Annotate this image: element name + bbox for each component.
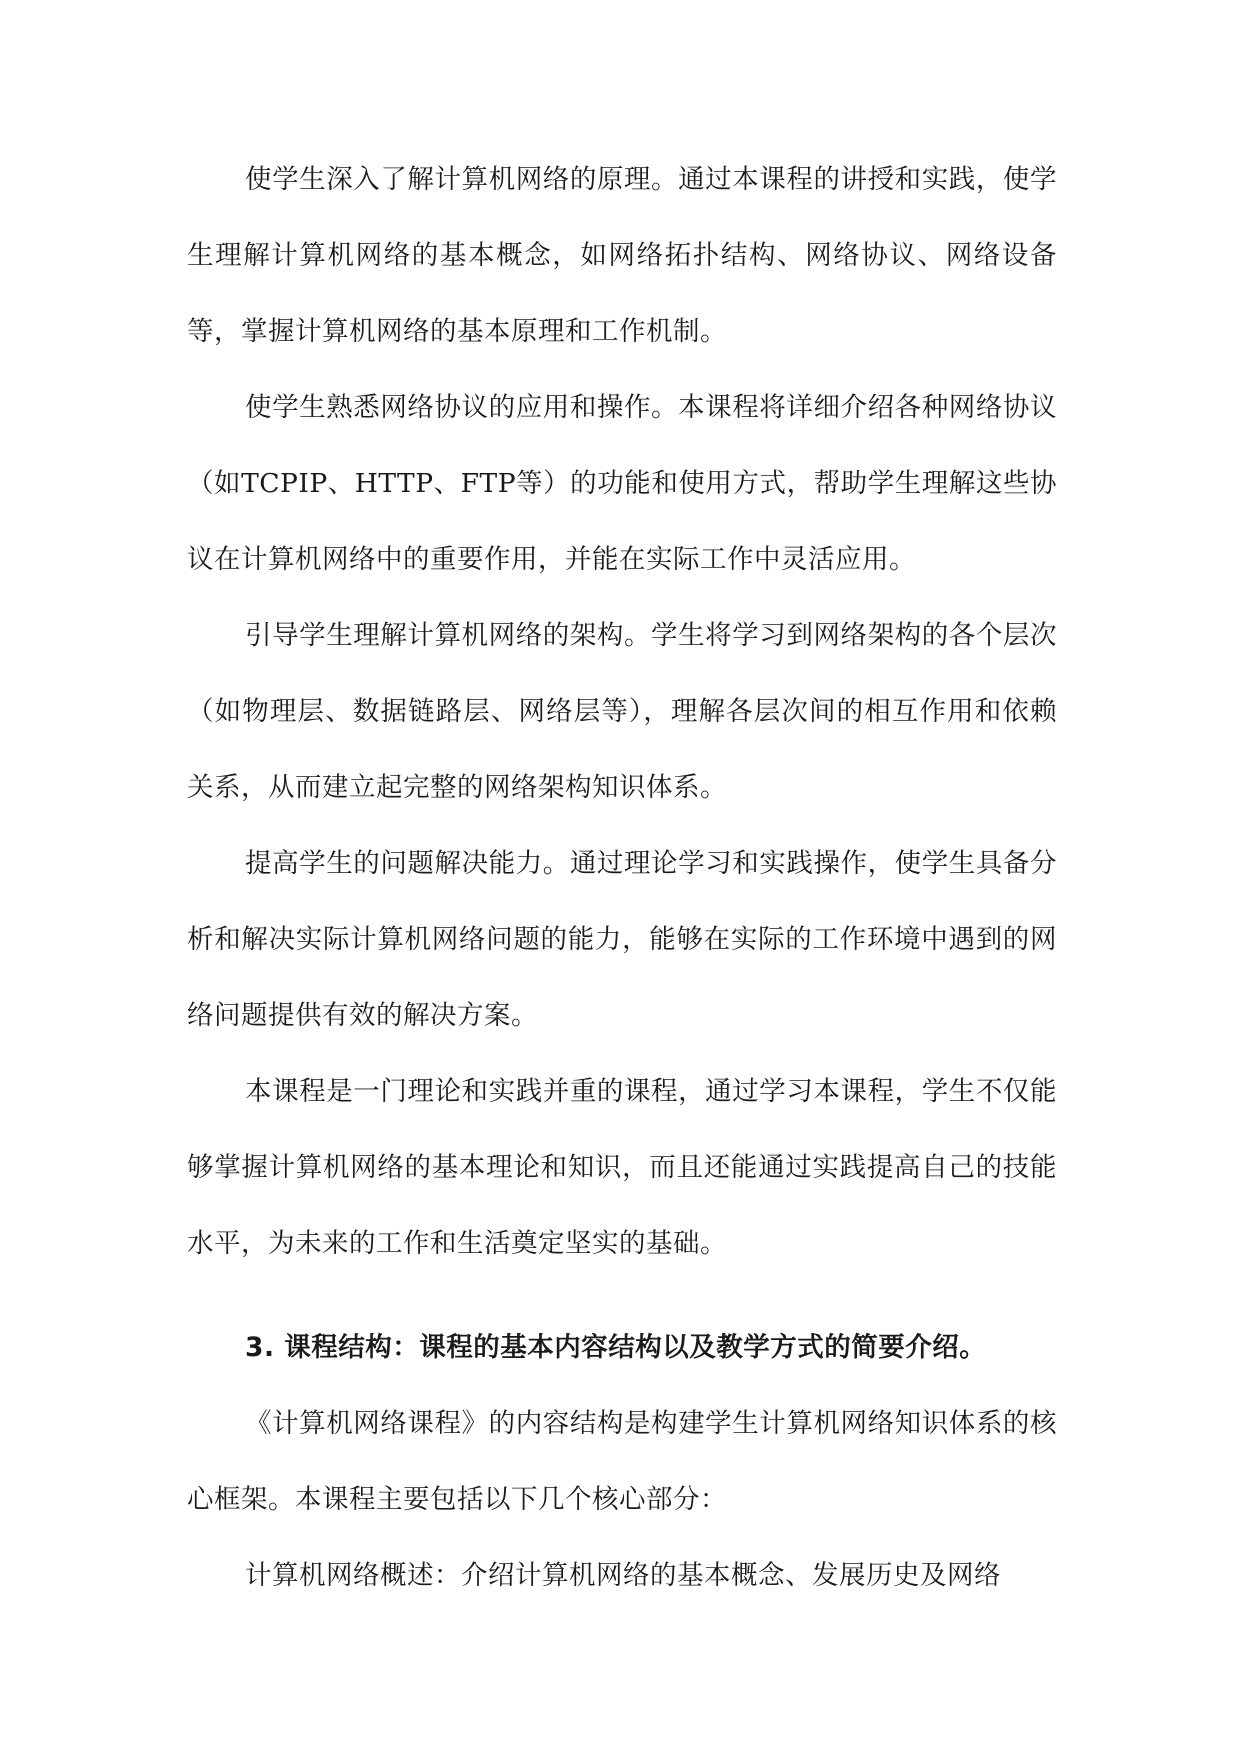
paragraph-network-protocols: 使学生熟悉网络协议的应用和操作。本课程将详细介绍各种网络协议（如TCPIP、HTTP、FTP等）的功能和使用方式，帮助学生理解这些协议在计算机网络中的重要作用，并能在实际工作中灵活应用。	[187, 392, 1057, 575]
section-heading-course-structure: 3. 课程结构：课程的基本内容结构以及教学方式的简要介绍。	[245, 1332, 987, 1363]
paragraph-network-architecture: 引导学生理解计算机网络的架构。学生将学习到网络架构的各个层次（如物理层、数据链路层、网络层等），理解各层次间的相互作用和依赖关系，从而建立起完整的网络架构知识体系。	[187, 620, 1057, 803]
document-body	[187, 142, 1057, 1614]
paragraph-network-overview: 计算机网络概述：介绍计算机网络的基本概念、发展历史及网络	[245, 1560, 1001, 1591]
paragraph-problem-solving: 提高学生的问题解决能力。通过理论学习和实践操作，使学生具备分析和解决实际计算机网络问题的能力，能够在实际的工作环境中遇到的网络问题提供有效的解决方案。	[187, 848, 1057, 1031]
paragraph-network-principles: 使学生深入了解计算机网络的原理。通过本课程的讲授和实践，使学生理解计算机网络的基本概念，如网络拓扑结构、网络协议、网络设备等，掌握计算机网络的基本原理和工作机制。	[187, 164, 1057, 347]
paragraph-content-structure: 《计算机网络课程》的内容结构是构建学生计算机网络知识体系的核心框架。本课程主要包括以下几个核心部分：	[187, 1408, 1057, 1515]
paragraph-course-summary: 本课程是一门理论和实践并重的课程，通过学习本课程，学生不仅能够掌握计算机网络的基本理论和知识，而且还能通过实践提高自己的技能水平，为未来的工作和生活奠定坚实的基础。	[187, 1076, 1057, 1259]
